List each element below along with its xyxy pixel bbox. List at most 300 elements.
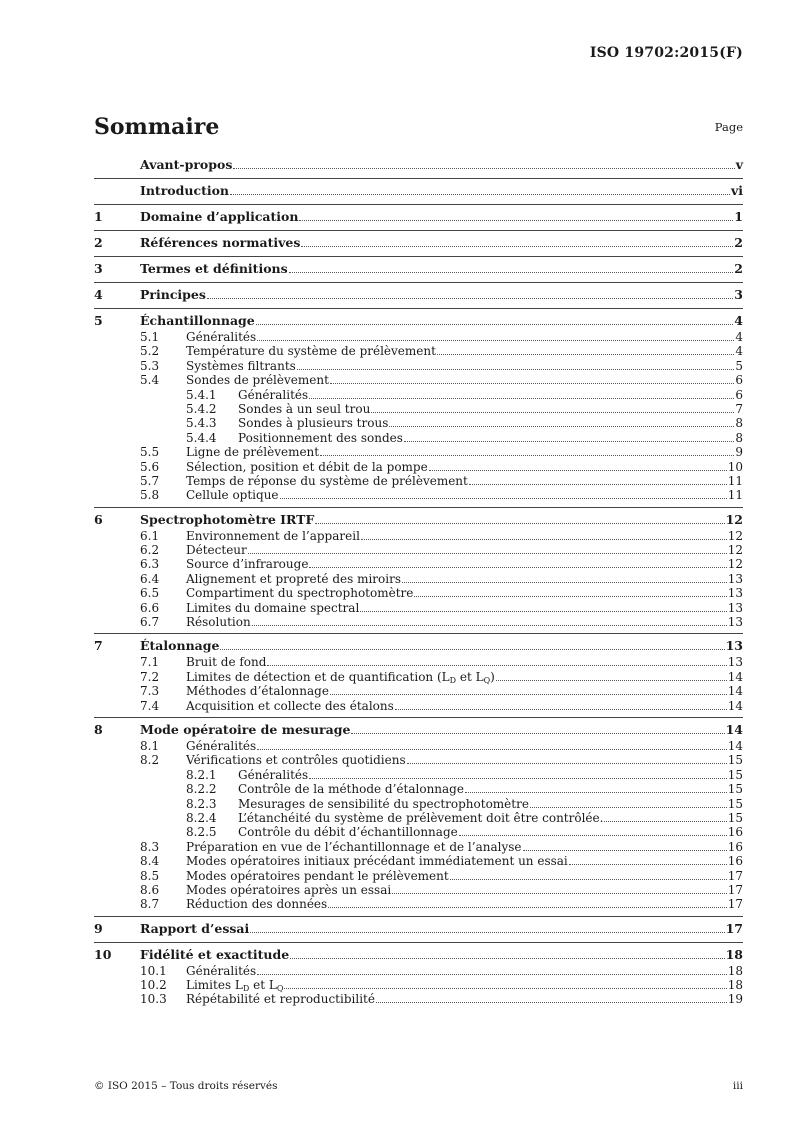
toc-entry-title-text: Contrôle de la méthode d’étalonnage: [238, 782, 464, 797]
toc-entry-page: 16: [727, 825, 743, 840]
dot-leader: [530, 807, 727, 808]
toc-entry-number: 7.4: [140, 698, 160, 713]
toc-entry[interactable]: [94, 156, 743, 174]
toc-entry-number: 8.3: [140, 839, 160, 854]
toc-entry-number: 8.1: [140, 738, 160, 753]
dot-leader: [250, 932, 724, 933]
toc-entry-number: 8.7: [140, 897, 160, 912]
toc-entry-page: 2: [734, 235, 743, 250]
toc-entry-title: [186, 460, 428, 474]
toc-entry-title: [186, 601, 359, 615]
dot-leader: [351, 733, 724, 734]
toc-entry-title: [140, 312, 255, 330]
toc-entry[interactable]: [94, 557, 743, 571]
toc-entry-title: [238, 782, 464, 796]
dot-leader: [376, 1002, 727, 1003]
toc-entry-title-text: Sondes à plusieurs trous: [238, 416, 389, 431]
toc-entry-page: 12: [727, 557, 743, 572]
toc-entry[interactable]: [94, 344, 743, 358]
toc-entry-page: 19: [727, 992, 743, 1007]
toc-entry[interactable]: [94, 869, 743, 883]
toc-entry[interactable]: [94, 308, 743, 330]
toc-entry-title-text: Limites de détection et de quantification (L: [186, 669, 450, 684]
toc-entry-title: [140, 286, 206, 304]
toc-entry-page: 6: [735, 387, 743, 402]
toc-entry-title-text: Avant-propos: [140, 157, 233, 172]
page-title: Sommaire: [94, 114, 220, 140]
toc-entry-title-text: Introduction: [140, 183, 230, 198]
toc-entry-title: [186, 854, 568, 868]
toc-entry-page: vi: [730, 183, 743, 198]
subscript: Q: [483, 675, 491, 685]
toc-entry-title-text: Domaine d’application: [140, 209, 299, 224]
toc-entry-title-text: Source d’infrarouge: [186, 557, 309, 572]
dot-leader: [252, 625, 727, 626]
toc-entry[interactable]: [94, 416, 743, 430]
toc-entry-title: [186, 572, 401, 586]
toc-entry-number: 1: [94, 209, 103, 224]
toc-entry[interactable]: [94, 431, 743, 445]
toc-entry-number: 6.7: [140, 615, 160, 630]
toc-entry-title-text: Environnement de l’appareil: [186, 528, 360, 543]
toc-entry-title: [186, 699, 394, 713]
toc-entry[interactable]: [94, 178, 743, 200]
toc-entry[interactable]: [94, 717, 743, 739]
toc-entry-page: 3: [734, 287, 743, 302]
dot-leader: [309, 398, 734, 399]
toc-entry[interactable]: [94, 897, 743, 911]
dot-leader: [207, 298, 733, 299]
toc-entry[interactable]: [94, 543, 743, 557]
toc-entry-title-text: Bruit de fond: [186, 655, 267, 670]
dot-leader: [309, 778, 727, 779]
toc-entry-number: 8.2.5: [186, 825, 217, 840]
toc-entry-title-text: Généralités: [238, 387, 309, 402]
toc-entry-title-text: Vérifications et contrôles quotidiens: [186, 753, 406, 768]
table-of-contents: [94, 152, 743, 1007]
toc-entry-title-text: Modes opératoires initiaux précédant immédiatement un essai: [186, 854, 568, 869]
toc-entry-title: [186, 445, 319, 459]
toc-entry-page: 18: [727, 963, 743, 978]
toc-entry-title: [186, 474, 468, 488]
toc-entry[interactable]: [94, 586, 743, 600]
dot-leader: [360, 611, 726, 612]
toc-entry-title: [238, 811, 603, 825]
toc-entry-title: [238, 431, 403, 445]
toc-entry-number: 5.8: [140, 488, 160, 503]
toc-entry-title: [140, 721, 350, 739]
toc-entry[interactable]: [94, 942, 743, 964]
dot-leader: [297, 369, 735, 370]
toc-entry-page: 16: [727, 854, 743, 869]
dot-leader: [371, 412, 734, 413]
toc-entry-page: 13: [727, 586, 743, 601]
footer-page-number: iii: [732, 1080, 743, 1092]
toc-entry-title-text: Alignement et propreté des miroirs: [186, 571, 402, 586]
dot-leader: [330, 694, 727, 695]
toc-entry-number: 7.2: [140, 669, 160, 684]
toc-entry[interactable]: [94, 684, 743, 698]
toc-entry-title: [186, 344, 436, 358]
toc-entry-title-text: Limites du domaine spectral: [186, 600, 360, 615]
toc-entry-title-text: Modes opératoires après un essai: [186, 882, 392, 897]
dot-leader: [450, 879, 727, 880]
toc-entry-number: 8.2.1: [186, 767, 217, 782]
toc-entry-title-text: Systèmes filtrants: [186, 358, 296, 373]
toc-entry-title: [140, 920, 249, 938]
dot-leader: [233, 168, 734, 169]
toc-entry-number: 8.2: [140, 753, 160, 768]
toc-entry[interactable]: [94, 840, 743, 854]
toc-entry-title: [140, 156, 232, 174]
toc-entry-page: 13: [727, 600, 743, 615]
toc-entry-number: 5.3: [140, 358, 160, 373]
toc-entry[interactable]: [94, 964, 743, 978]
toc-entry-page: 14: [727, 698, 743, 713]
toc-entry-number: 7.1: [140, 655, 160, 670]
toc-entry-number: 10.2: [140, 978, 167, 993]
page-column-label: Page: [714, 120, 743, 134]
toc-entry-number: 7: [94, 638, 103, 654]
toc-entry-title: [186, 840, 522, 854]
dot-leader: [361, 539, 727, 540]
toc-entry[interactable]: [94, 230, 743, 252]
toc-entry-title: [186, 586, 413, 600]
toc-entry[interactable]: [94, 633, 743, 655]
toc-entry-title: [186, 883, 391, 897]
toc-entry-number: 9: [94, 920, 103, 936]
toc-entry-page: 12: [725, 511, 743, 527]
toc-entry-title: [140, 208, 298, 226]
dot-leader: [414, 596, 726, 597]
dot-leader: [248, 553, 727, 554]
toc-entry-title: [186, 753, 406, 767]
dot-leader: [437, 354, 734, 355]
dot-leader: [523, 850, 727, 851]
toc-entry-title: [140, 637, 219, 655]
toc-entry-title-text: Modes opératoires pendant le prélèvement: [186, 868, 449, 883]
toc-entry[interactable]: [94, 256, 743, 278]
toc-entry-title: [186, 684, 329, 698]
toc-entry-title: [186, 529, 360, 543]
subscript: D: [242, 984, 250, 994]
toc-entry-title: [140, 260, 288, 278]
toc-entry-number: 8.6: [140, 882, 160, 897]
toc-entry-title: [186, 655, 266, 669]
toc-entry-page: 13: [727, 615, 743, 630]
toc-entry-title-text: Température du système de prélèvement: [186, 344, 436, 359]
toc-entry-title: [238, 416, 388, 430]
toc-entry-title: [186, 359, 296, 373]
toc-entry-page: 13: [725, 638, 743, 654]
toc-entry-title-text: Détecteur: [186, 543, 247, 558]
toc-entry-number: 5: [94, 313, 103, 328]
toc-entry-title-text: Cellule optique: [186, 488, 279, 503]
toc-entry-title-text: Acquisition et collecte des étalons: [186, 698, 394, 713]
toc-entry-title-text: Ligne de prélèvement: [186, 445, 320, 460]
toc-entry[interactable]: [94, 797, 743, 811]
toc-entry[interactable]: [94, 916, 743, 938]
toc-entry-number: 2: [94, 235, 103, 250]
dot-leader: [496, 680, 727, 681]
toc-entry-title-text: Préparation en vue de l’échantillonnage et de l’analyse: [186, 839, 522, 854]
toc-entry-page: 15: [727, 796, 743, 811]
toc-entry-number: 5.6: [140, 459, 160, 474]
dot-leader: [465, 792, 727, 793]
toc-entry-number: 10.3: [140, 992, 167, 1007]
dot-leader: [395, 709, 727, 710]
toc-entry-title: [238, 402, 370, 416]
document-code: ISO 19702:2015(F): [589, 45, 743, 61]
toc-entry-page: 11: [727, 473, 743, 488]
toc-entry[interactable]: [94, 445, 743, 459]
toc-entry-page: 14: [725, 721, 743, 737]
dot-leader: [315, 523, 724, 524]
toc-entry-page: 4: [734, 313, 743, 328]
dot-leader: [389, 426, 734, 427]
toc-entry[interactable]: [94, 854, 743, 868]
toc-entry[interactable]: [94, 204, 743, 226]
toc-entry-number: 3: [94, 261, 103, 276]
toc-entry-title: [186, 897, 327, 911]
toc-entry[interactable]: [94, 670, 743, 684]
dot-leader: [290, 958, 724, 959]
toc-entry-page: 9: [735, 445, 743, 460]
toc-entry-title-text: Rapport d’essai: [140, 920, 250, 936]
toc-entry-number: 8.2.4: [186, 810, 217, 825]
toc-entry-number: 5.2: [140, 344, 160, 359]
toc-entry-title-text: Mesurages de sensibilité du spectrophotomètre: [238, 796, 529, 811]
toc-entry[interactable]: [94, 753, 743, 767]
toc-entry-number: 6: [94, 511, 103, 527]
toc-entry-page: 4: [735, 330, 743, 344]
dot-leader: [404, 441, 734, 442]
toc-entry[interactable]: [94, 782, 743, 796]
toc-entry-number: 7.3: [140, 684, 160, 699]
dot-leader: [284, 988, 726, 989]
toc-entry-title-text: et L: [456, 669, 484, 684]
toc-entry-page: 14: [727, 684, 743, 699]
dot-leader: [301, 246, 733, 247]
toc-entry-title-text: Fidélité et exactitude: [140, 946, 290, 962]
toc-entry-title-text: Principes: [140, 287, 206, 302]
dot-leader: [309, 567, 726, 568]
toc-entry-page: 18: [727, 978, 743, 993]
toc-entry-title: [186, 557, 308, 571]
toc-entry-page: v: [735, 157, 743, 172]
toc-entry-page: 17: [727, 882, 743, 897]
toc-entry[interactable]: [94, 373, 743, 387]
toc-entry[interactable]: [94, 359, 743, 373]
toc-entry-title: [140, 511, 314, 529]
toc-entry-title: [186, 869, 449, 883]
toc-entry-number: 6.3: [140, 557, 160, 572]
dot-leader: [257, 749, 727, 750]
toc-entry-title: [140, 946, 289, 964]
toc-entry-page: 5: [735, 358, 743, 373]
toc-entry[interactable]: [94, 282, 743, 304]
toc-entry-title: [186, 615, 251, 629]
toc-entry[interactable]: [94, 572, 743, 586]
dot-leader: [569, 864, 727, 865]
toc-entry[interactable]: [94, 601, 743, 615]
dot-leader: [402, 582, 727, 583]
toc-entry[interactable]: [94, 699, 743, 713]
toc-entry-page: 12: [727, 543, 743, 558]
dot-leader: [429, 470, 727, 471]
toc-entry-title-text: Généralités: [186, 963, 257, 978]
toc-entry-page: 15: [727, 767, 743, 782]
dot-leader: [256, 324, 734, 325]
toc-entry[interactable]: [94, 507, 743, 529]
dot-leader: [459, 835, 727, 836]
dot-leader: [289, 272, 734, 273]
toc-entry-title: [186, 488, 279, 502]
toc-entry-page: 1: [734, 209, 743, 224]
toc-entry-page: 15: [727, 810, 743, 825]
toc-entry-number: 6.4: [140, 571, 160, 586]
dot-leader: [330, 383, 734, 384]
toc-entry-number: 4: [94, 287, 103, 302]
toc-entry-page: 17: [725, 920, 743, 936]
dot-leader: [230, 194, 730, 195]
toc-entry-title: [140, 234, 300, 252]
toc-entry-title-text: Limites L: [186, 978, 243, 993]
toc-entry-title: [238, 825, 458, 839]
toc-entry-title-text: Positionnement des sondes: [238, 430, 403, 445]
toc-entry[interactable]: [94, 992, 743, 1006]
subscript: D: [449, 675, 457, 685]
toc-entry-title-text: Spectrophotomètre IRTF: [140, 511, 315, 527]
toc-entry-title-text: L’étanchéité du système de prélèvement doit être contrôlée.: [238, 810, 604, 825]
toc-entry-title-text: Sélection, position et débit de la pompe: [186, 459, 428, 474]
toc-entry-title: [186, 373, 329, 387]
dot-leader: [604, 821, 726, 822]
toc-entry[interactable]: [94, 883, 743, 897]
toc-entry-page: 17: [727, 868, 743, 883]
toc-entry-page: 4: [735, 344, 743, 359]
toc-entry-page: 11: [727, 488, 743, 503]
toc-entry[interactable]: [94, 388, 743, 402]
toc-entry-title: [238, 388, 308, 402]
toc-entry-number: 5.5: [140, 445, 160, 460]
toc-entry[interactable]: [94, 739, 743, 753]
toc-entry-title-text: Généralités: [238, 767, 309, 782]
toc-entry-title-text: Mode opératoire de mesurage: [140, 721, 351, 737]
toc-entry[interactable]: [94, 768, 743, 782]
toc-entry[interactable]: [94, 488, 743, 502]
toc-entry-title-text: et L: [249, 978, 277, 993]
toc-entry-title-text: ): [490, 669, 495, 684]
dot-leader: [392, 893, 727, 894]
toc-entry-number: 5.4.1: [186, 387, 217, 402]
dot-leader: [407, 763, 727, 764]
footer-copyright: © ISO 2015 – Tous droits réservés: [94, 1080, 278, 1092]
toc-entry[interactable]: [94, 978, 743, 992]
dot-leader: [328, 907, 727, 908]
toc-entry-title-text: Réduction des données: [186, 897, 328, 912]
toc-entry[interactable]: [94, 825, 743, 839]
toc-entry-title: [186, 543, 247, 557]
toc-entry-title-text: Sondes à un seul trou: [238, 401, 371, 416]
toc-entry-page: 17: [727, 897, 743, 912]
toc-entry-number: 6.2: [140, 543, 160, 558]
toc-entry-page: 18: [725, 946, 743, 962]
toc-entry[interactable]: [94, 655, 743, 669]
subscript: Q: [276, 984, 284, 994]
dot-leader: [220, 649, 724, 650]
toc-entry-title: [238, 797, 529, 811]
toc-entry-title: [186, 739, 256, 753]
toc-entry-page: 13: [727, 571, 743, 586]
toc-entry-number: 8.5: [140, 868, 160, 883]
toc-entry-page: 7: [735, 401, 743, 416]
dot-leader: [267, 665, 726, 666]
toc-entry-title-text: Références normatives: [140, 235, 301, 250]
toc-entry-page: 12: [727, 528, 743, 543]
toc-entry-title: [186, 992, 375, 1006]
dot-leader: [320, 455, 734, 456]
toc-entry-title-text: Étalonnage: [140, 638, 220, 654]
toc-entry-number: 5.4.4: [186, 430, 217, 445]
toc-entry-number: 5.4.3: [186, 416, 217, 431]
toc-entry-title: [186, 964, 256, 978]
toc-entry-title-text: Échantillonnage: [140, 313, 255, 328]
toc-entry-number: 10.1: [140, 963, 167, 978]
toc-entry[interactable]: [94, 330, 743, 344]
toc-entry-title-text: Généralités: [186, 738, 257, 753]
dot-leader: [469, 484, 727, 485]
toc-entry-title-text: Termes et définitions: [140, 261, 288, 276]
toc-entry-number: 5.4: [140, 373, 160, 388]
toc-entry-page: 10: [727, 459, 743, 474]
toc-entry-page: 8: [735, 416, 743, 431]
toc-entry-number: 8.4: [140, 854, 160, 869]
dot-leader: [257, 974, 727, 975]
dot-leader: [280, 498, 727, 499]
toc-entry-number: 10: [94, 946, 112, 962]
dot-leader: [299, 220, 733, 221]
toc-entry[interactable]: [94, 615, 743, 629]
toc-entry-page: 14: [727, 738, 743, 753]
toc-entry[interactable]: [94, 474, 743, 488]
toc-entry-title: [186, 330, 256, 344]
toc-entry-page: 8: [735, 430, 743, 445]
toc-entry[interactable]: [94, 402, 743, 416]
toc-entry-page: 14: [727, 669, 743, 684]
toc-entry-title-text: Temps de réponse du système de prélèvement: [186, 473, 468, 488]
toc-entry-title-text: Généralités: [186, 330, 257, 344]
toc-entry-page: 15: [727, 782, 743, 797]
toc-entry-number: 6.5: [140, 586, 160, 601]
toc-entry-page: 13: [727, 655, 743, 670]
toc-entry-title-text: Répétabilité et reproductibilité: [186, 992, 375, 1007]
toc-entry-title-text: Compartiment du spectrophotomètre: [186, 586, 414, 601]
toc-entry-number: 8: [94, 721, 103, 737]
toc-entry[interactable]: [94, 811, 743, 825]
toc-entry-title-text: Méthodes d’étalonnage: [186, 684, 329, 699]
toc-entry-number: 6.6: [140, 600, 160, 615]
toc-entry[interactable]: [94, 529, 743, 543]
toc-entry-page: 15: [727, 753, 743, 768]
toc-entry[interactable]: [94, 460, 743, 474]
toc-entry-page: 6: [735, 373, 743, 388]
toc-entry-title-text: Sondes de prélèvement: [186, 373, 329, 388]
toc-entry-number: 5.4.2: [186, 401, 217, 416]
toc-entry-title-text: Résolution: [186, 615, 251, 630]
toc-entry-number: 8.2.3: [186, 796, 217, 811]
toc-entry-number: 6.1: [140, 528, 160, 543]
